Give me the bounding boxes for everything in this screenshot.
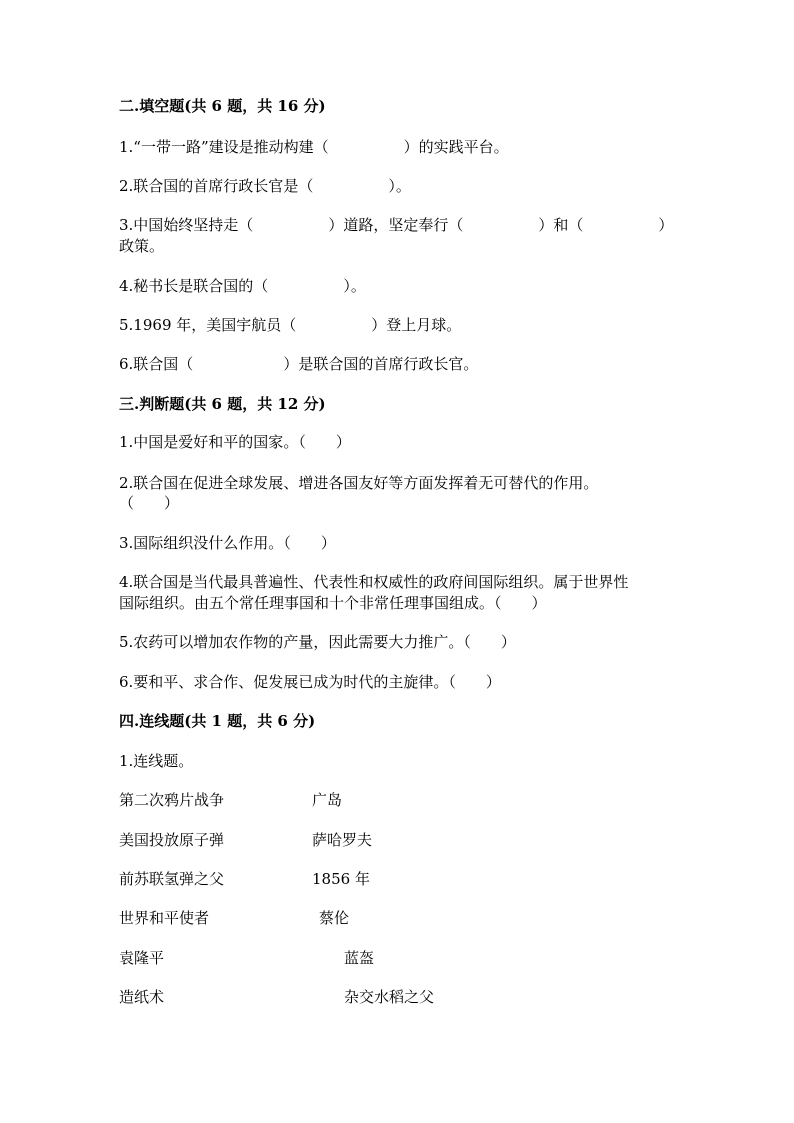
matching-right-item: 蓝盔 <box>344 949 375 967</box>
true-false-question-4-line-2: 国际组织。由五个常任理事国和十个非常任理事国组成。（ ） <box>119 594 547 612</box>
fill-blank-question-2: 2.联合国的首席行政长官是（ ）。 <box>119 177 411 195</box>
fill-blank-question-4: 4.秘书长是联合国的（ ）。 <box>119 277 366 295</box>
matching-left-item: 世界和平使者 <box>119 909 210 927</box>
fill-blank-question-3-line-1: 3.中国始终坚持走（ ）道路，坚定奉行（ ）和（ ） <box>119 216 674 234</box>
matching-right-item: 杂交水稻之父 <box>344 988 435 1006</box>
true-false-question-6: 6.要和平、求合作、促发展已成为时代的主旋律。（ ） <box>119 673 501 691</box>
true-false-question-5: 5.农药可以增加农作物的产量，因此需要大力推广。（ ） <box>119 633 516 651</box>
true-false-question-1: 1.中国是爱好和平的国家。（ ） <box>119 433 351 451</box>
matching-left-item: 美国投放原子弹 <box>119 831 225 849</box>
fill-blank-question-3-line-2: 政策。 <box>119 237 165 255</box>
fill-blank-question-6: 6.联合国（ ）是联合国的首席行政长官。 <box>119 355 479 373</box>
true-false-question-4-line-1: 4.联合国是当代最具普遍性、代表性和权威性的政府间国际组织。属于世界性 <box>119 573 629 591</box>
matching-left-item: 第二次鸦片战争 <box>119 791 225 809</box>
matching-left-item: 前苏联氢弹之父 <box>119 870 225 888</box>
section-heading-matching: 四.连线题(共 1 题，共 6 分) <box>119 712 316 730</box>
true-false-question-2-line-2: （ ） <box>119 494 180 512</box>
matching-right-item: 萨哈罗夫 <box>312 831 373 849</box>
matching-left-item: 造纸术 <box>119 988 165 1006</box>
section-heading-true-false: 三.判断题(共 6 题，共 12 分) <box>119 395 326 413</box>
matching-left-item: 袁隆平 <box>119 949 165 967</box>
fill-blank-question-5: 5.1969 年，美国宇航员（ ）登上月球。 <box>119 316 462 334</box>
fill-blank-question-1: 1.“一带一路”建设是推动构建（ ）的实践平台。 <box>119 138 509 156</box>
matching-right-item: 广岛 <box>312 791 343 809</box>
true-false-question-2-line-1: 2.联合国在促进全球发展、增进各国友好等方面发挥着无可替代的作用。 <box>119 474 599 492</box>
section-heading-fill-blank: 二.填空题(共 6 题，共 16 分) <box>119 97 326 115</box>
matching-question-1: 1.连线题。 <box>119 752 194 770</box>
matching-right-item: 蔡伦 <box>319 909 350 927</box>
matching-right-item: 1856 年 <box>312 870 370 888</box>
true-false-question-3: 3.国际组织没什么作用。（ ） <box>119 534 336 552</box>
